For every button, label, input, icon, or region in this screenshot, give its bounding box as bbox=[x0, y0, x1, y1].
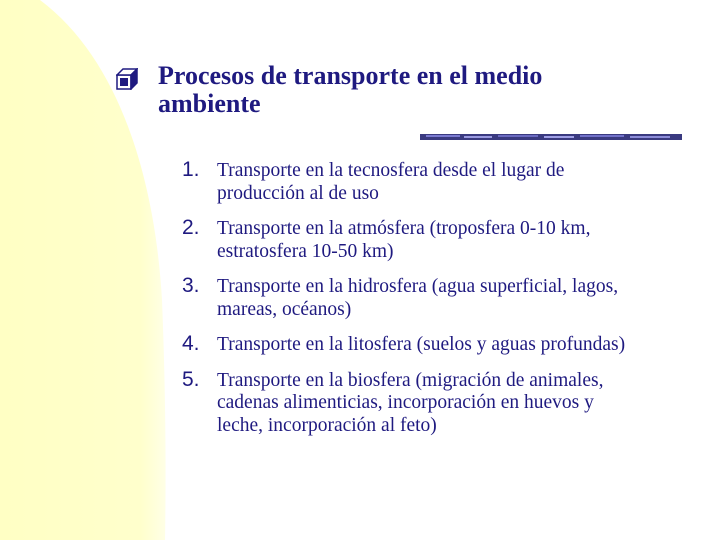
title-underline-decoration bbox=[420, 134, 682, 140]
item-number: 4. bbox=[182, 332, 200, 355]
transport-process-list bbox=[170, 160, 640, 450]
list-item bbox=[170, 276, 640, 321]
list-item bbox=[170, 160, 640, 205]
list-item bbox=[170, 334, 640, 357]
item-text: Transporte en la atmósfera (troposfera 0-10 km, estratosfera 10-50 km) bbox=[217, 218, 591, 262]
list-item bbox=[170, 367, 640, 438]
item-text: Transporte en la tecnosfera desde el lugar de producción al de uso bbox=[217, 160, 565, 204]
cube-bullet-icon bbox=[116, 68, 138, 90]
item-number: 2. bbox=[182, 216, 200, 239]
item-number: 3. bbox=[182, 274, 200, 297]
item-text: Transporte en la litosfera (suelos y aguas profundas) bbox=[217, 334, 626, 355]
yellow-curve-panel bbox=[0, 0, 166, 540]
item-text: Transporte en la hidrosfera (agua superficial, lagos, mareas, océanos) bbox=[217, 276, 619, 320]
slide-title: Procesos de transporte en el medio ambiente bbox=[158, 61, 543, 118]
item-text: Transporte en la biosfera (migración de animales, cadenas alimenticias, incorporación en huevos y leche, incorporación al feto) bbox=[217, 369, 604, 436]
item-number: 5. bbox=[182, 367, 200, 391]
item-number: 1. bbox=[182, 158, 200, 181]
list-item bbox=[170, 218, 640, 263]
